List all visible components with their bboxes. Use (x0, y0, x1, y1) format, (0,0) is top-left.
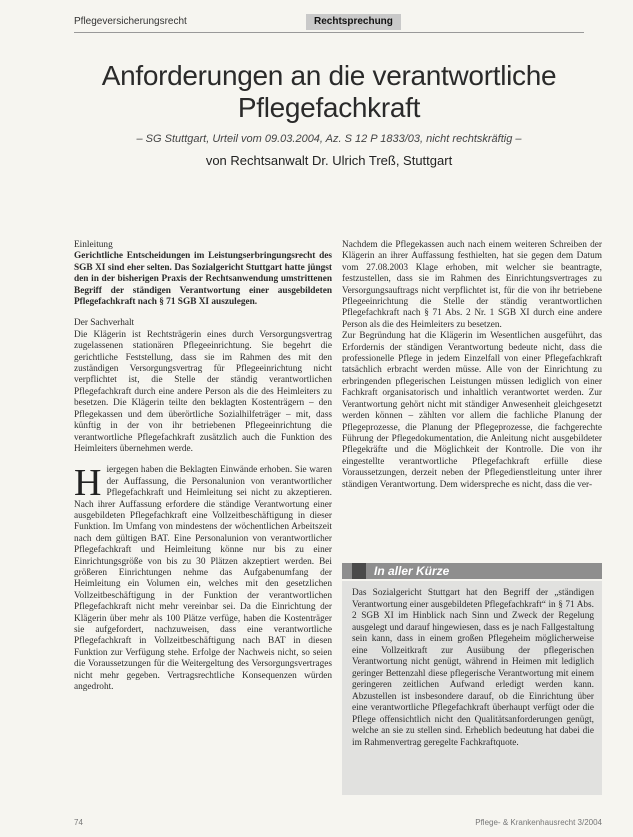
facts-heading: Der Sachverhalt (74, 318, 135, 329)
title-line-2: Pflegefachkraft (237, 92, 421, 123)
summary-box-header (342, 563, 602, 579)
facts-paragraph: Die Klägerin ist Rechtsträgerin eines durch Versorgungsvertrag zugelassenen stationären Pflegeeinrichtung. Sie begehrt die gerichtliche Feststellung, dass sie im Rahmen des mit den zuständigen Versorgungsvertrag für Pflegeeinrichtung nicht verpflichtet ist, die Stelle der ständig verantwortlichen Pflegefachkraft durch eine andere Person als die des Heimleiters zu besetzen. Die Klägerin teilte den beklagten Kostenträgern – den Pflegekassen und dem überörtliche Sozialhilfeträger – mit, dass künftig in der von ihr betriebenen Pflegeeinrichtung die verantwortliche Pflegefachkraft zusätzlich auch die Funktion des Heimleiters übernehmen werde. (74, 329, 332, 454)
intro-paragraph: Gerichtliche Entscheidungen im Leistungserbringungsrecht des SGB XI sind eher selten. Das Sozialgericht Stuttgart hatte jüngst den in der bisherigen Praxis der Rechtsanwendung umstrittenen Begriff der ständigen Verantwortung einer ausgebildeten Pflegefachkraft nach § 71 SGB XI auszulegen. (74, 251, 332, 308)
summary-heading: In aller Kürze (374, 564, 450, 578)
journal-name: Pflege- & Krankenhausrecht 3/2004 (475, 818, 602, 827)
title-line-1: Anforderungen an die verantwortliche (101, 60, 557, 91)
summary-box (342, 581, 602, 795)
drop-cap: H (74, 462, 102, 505)
summary-text: Das Sozialgericht Stuttgart hat den Begriff der „ständigen Verantwortung einer ausgebildeten Pflegefachkraft“ in § 71 Abs. 2 SGB XI im Hinblick nach Sinn und Zweck der Regelung ausgelegt und darauf hingewiesen, dass es je nach Fallgestaltung sein kann, dass in einem großen Pflegeheim möglicherweise eine Vollzeitkraft zur Ausübung der pflegerischen Verantwortung nicht genügt, während in Heimen mit lediglich geringer Bettenzahl diese pflegerische Verantwortung mit einem geringeren zeitlichen Aufwand erledigt werden kann. Abzustellen ist insbesondere darauf, ob die Einrichtung über eine verantwortliche Pflegefachkraft überhaupt verfügt oder die Pflege offensichtlich nicht den Qualitätsanforderungen genügt, welche an sie zu stellen sind. Erheblich bedeutung hat dabei die im Rahmenvertrag geregelte Fachkraftquote. (352, 588, 594, 748)
article-subtitle: – SG Stuttgart, Urteil vom 09.03.2004, Az. S 12 P 1833/03, nicht rechtskräftig – (136, 133, 522, 145)
right-paragraph-2: Zur Begründung hat die Klägerin im Wesentlichen ausgeführt, das Erfordernis der ständigen Verantwortung bedeute nicht, dass die professionelle Pflege in jedem Einzelfall von einer Pflegefachkraft tatsächlich erbracht werden müsse. Alle von der Einrichtung zu erbringenden pflegerischen Leistungen müssen lediglich von einer Fachkraft organisatorisch und inhaltlich verantwortet werden. Zur Verantwortung gehört nicht mit ständiger Anwesenheit gleichgesetzt werden können – zählten vor allem die fachliche Planung der Pflegeprozesse, die Planung der Pflegeprozesse, die fachgerechte Führung der Pflegedokumentation, die Anleitung nicht ausgebildeter Pflegekräfte und die Möglichkeit der Kontrolle. Die von ihr eingestellte verantwortliche Pflegefachkraft erfülle diese Voraussetzungen, derzeit neben der Pflegedienstleitung unter ihrer ständigen Verantwortung. Dem widerspreche es nicht, dass die ver- (342, 331, 602, 490)
header-rule (74, 32, 584, 33)
left-column (74, 240, 332, 693)
category-badge: Rechtsprechung (306, 14, 401, 30)
main-paragraph (74, 462, 332, 693)
page-header (74, 14, 584, 34)
section-label: Pflegeversicherungsrecht (74, 16, 187, 27)
right-paragraph-1: Nachdem die Pflegekassen auch nach einem weiteren Schreiben der Klägerin an ihrer Auffassung festhielten, hat sie gegen dem Datum vom 27.08.2003 Klage erhoben, mit welcher sie beantragte, festzustellen, dass sie im Rahmen des Einrichtungsvertrages zu Versorgungsauftrags nicht verpflichtet ist, für die von ihr betriebene Pflegeeinrichtung die Stelle der ständig verantwortlichen Pflegefachkraft nach § 71 Abs. 2 Nr. 1 SGB XI durch eine andere Person als die des Heimleiters zu besetzen. (342, 240, 602, 330)
article-author: von Rechtsanwalt Dr. Ulrich Treß, Stuttgart (205, 153, 453, 168)
page-number: 74 (74, 818, 83, 827)
right-column (342, 240, 602, 491)
intro-heading: Einleitung (74, 240, 113, 250)
main-paragraph-text: iergegen haben die Beklagten Einwände erhoben. Sie waren der Auffassung, die Personalunion von verantwortlicher Pflegefachkraft und Heimleitung sei nicht zu akzeptieren. Nach ihrer Auffassung erfordere die ständige Verantwortung einer ausgebildeten Pflegefachkraft eine Vollzeitbeschäftigung in dieser Funktion. Im Umfang von mindestens der wöchentlichen Arbeitszeit nach dem gültigen BAT. Eine Personalunion von verantwortlicher Pflegefachkraft und Heimleitung könne nur bis zu einer Einrichtungsgröße von bis zu 30 Plätzen akzeptiert werden. Bei größeren Einrichtungen nehme das Aufgabenumfang der Heimleitung ein Volumen ein, welches mit den gesetzlichen Vollzeitbeschäftigung in der Funktion der verantwortlichen Pflegefachkraft nicht mehr vereinbar sei. Da die Einrichtung der Klägerin über mehr als 100 Plätze verfüge, haben die Kostenträger sie aufgefordert, nachzuweisen, dass eine verantwortliche Pflegefachkraft in Vollzeitbeschäftigung nach BAT in diesen Funktion zur Verfügung stehe. Erfolge der Nachweis nicht, so seien die Voraussetzungen für die Weitergeltung des Versorgungsvertrages nicht mehr gegeben. Vertragsrechtliche Konsequenzen würden angedroht. (74, 465, 332, 693)
summary-marker-icon (352, 563, 366, 579)
article-title (74, 60, 584, 124)
